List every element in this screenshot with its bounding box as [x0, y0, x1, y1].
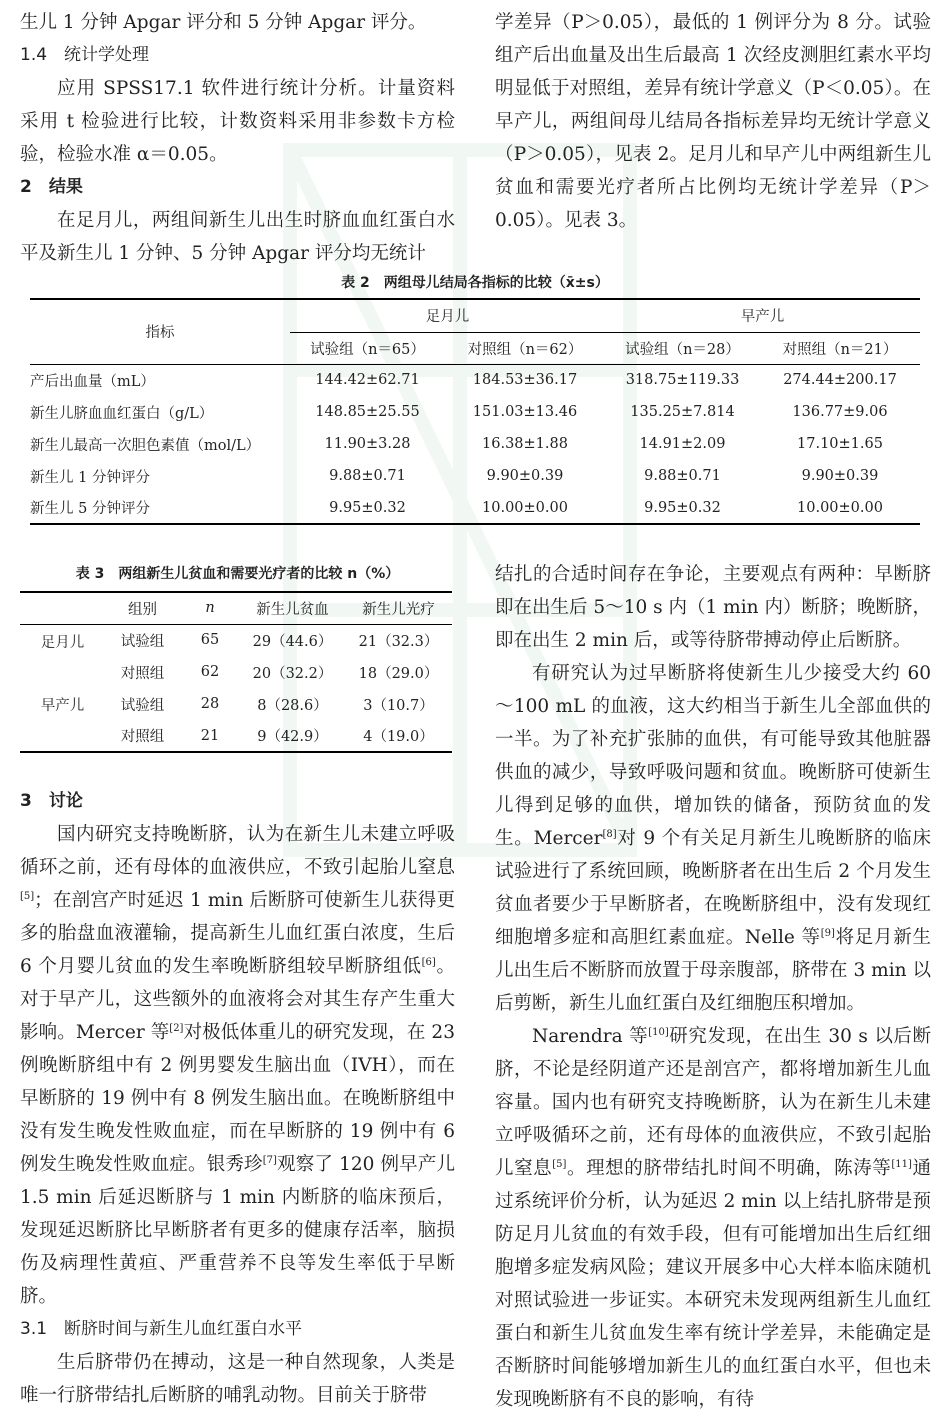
table3-group-label: 足月儿	[40, 634, 85, 651]
table2-cell: 10.00±0.00	[482, 499, 568, 516]
table2-cell: 9.88±0.71	[329, 468, 406, 484]
table2	[30, 298, 920, 525]
left-column-bottom	[20, 785, 455, 1412]
table2-cell: 144.42±62.71	[315, 372, 420, 389]
heading-3-1: 3.1 断脐时间与新生儿血红蛋白水平	[20, 1319, 303, 1339]
table3-cell: 9（42.9）	[257, 729, 328, 745]
table2-cell: 11.90±3.28	[324, 436, 411, 452]
table2-row	[30, 492, 920, 524]
table2-cell: 184.53±36.17	[472, 372, 578, 389]
table2-subheader: 对照组（n＝62）	[467, 341, 583, 358]
left-column-top	[20, 6, 455, 270]
paragraph-discussion: 国内研究支持晚断脐，认为在新生儿未建立呼吸循环之前，还有母体的血液供应，不致引起胎儿窒息[5]；在剖宫产时延迟 1 min 后断脐可使新生儿获得更多的胎盘血液灌输，提高新生儿血红蛋白浓度，生后 6 个月婴儿贫血的发生率晚断脐组较早断脐组低[6]。对于早产儿，这些额外的血液将会对其生存产生重大影响。Mercer 等[2]对极低体重儿的研究发现，在 23 例晚断脐组中有 2 例男婴发生脑出血（IVH），而在早断脐的 19 例中有 8 例发生脑出血。在晚断脐组中没有发生晚发性败血症，而在早断脐的 19 例中有 6 例发生晚发性败血症。银秀珍[7]观察了 120 例早产儿 1.5 min 后延迟断脐与 1 min 内断脐的临床预后，发现延迟断脐比早断脐者有更多的健康存活率，脑损伤及病理性黄疸、严重营养不良等发生率低于早断脐。	[20, 824, 455, 1307]
table2-cell: 9.88±0.71	[644, 468, 721, 484]
table2-cell: 9.90±0.39	[486, 468, 564, 484]
table3-cell: 28	[200, 696, 220, 712]
paragraph-apgar-tail: 生儿 1 分钟 Apgar 评分和 5 分钟 Apgar 评分。	[20, 12, 427, 33]
table2-row-label: 新生儿 1 分钟评分	[30, 469, 150, 486]
table3-cell: 21	[200, 727, 220, 744]
table2-cell: 14.91±2.09	[639, 436, 726, 452]
table3-header: 新生儿贫血	[256, 601, 329, 618]
heading-2: 2 结果	[20, 177, 83, 197]
table2-row-label: 产后出血量（mL）	[30, 373, 155, 390]
table2-row	[30, 364, 920, 396]
table3-cell: 21（32.3）	[358, 633, 439, 650]
table2-cell: 17.10±1.65	[797, 436, 883, 452]
paragraph-results-cont: 学差异（P＞0.05），最低的 1 例评分为 8 分。试验组产后出血量及出生后最高 1 次经皮测胆红素水平均明显低于对照组，差异有统计学意义（P＜0.05）。在早产儿，两组间母儿结局各指标差异均无统计学意义（P＞0.05），见表 2。足月儿和早产儿中两组新生儿贫血和需要光疗者所占比例均无统计学差异（P＞0.05）。见表 3。	[495, 12, 931, 231]
table2-cell: 151.03±13.46	[472, 404, 578, 420]
table3-row	[20, 624, 452, 656]
table3-cell: 65	[200, 632, 220, 649]
paragraph-results-start: 在足月儿，两组间新生儿出生时脐血血红蛋白水平及新生儿 1 分钟、5 分钟 Apgar 评分均无统计	[20, 210, 455, 264]
citation: [8]	[602, 829, 617, 840]
table3-header: 组别	[128, 601, 157, 618]
table3-cell: 62	[200, 664, 220, 680]
table2-cell: 10.00±0.00	[797, 499, 883, 516]
heading-3: 3 讨论	[20, 791, 83, 811]
paragraph-clamp-timing: 结扎的合适时间存在争论，主要观点有两种：早断脐即在出生后 5～10 s 内（1 min 内）断脐；晚断脐，即在出生 2 min 后，或等待脐带搏动停止后断脐。	[495, 564, 931, 651]
table3-cell: 29（44.6）	[252, 633, 333, 650]
paragraph-cord-pulse: 生后脐带仍在搏动，这是一种自然现象，人类是唯一行脐带结扎后断脐的哺乳动物。目前关于脐带	[20, 1352, 455, 1406]
table3-cell: 4（19.0）	[363, 729, 434, 745]
table2-row-label: 新生儿最高一次胆色素值（mol/L）	[30, 437, 261, 454]
citation: [11]	[891, 1159, 912, 1170]
table3-row	[20, 688, 452, 720]
table3-cell: 对照组	[120, 729, 165, 745]
citation: [9]	[820, 928, 835, 939]
table2-subheader: 试验组（n＝65）	[310, 341, 425, 358]
table2-row-label: 新生儿脐血血红蛋白（g/L）	[30, 405, 214, 422]
table3-header	[20, 592, 105, 624]
table3-cell: 对照组	[120, 665, 165, 682]
heading-1-4: 1.4 统计学处理	[20, 45, 150, 65]
paragraph-early-clamp: 有研究认为过早断脐将使新生儿少接受大约 60～100 mL 的血液，这大约相当于新生儿全部血供的一半。为了补充扩张肺的血供，有可能导致其他脏器供血的减少，导致呼吸问题和贫血。晚断脐可使新生儿得到足够的血供，增加铁的储备，预防贫血的发生。Mercer[8]对 9 个有关足月新生儿晚断脐的临床试验进行了系统回顾，晚断脐者在出生后 2 个月发生贫血者要少于早断脐者，在晚断脐组中，没有发现红细胞增多症和高胆红素血症。Nelle 等[9]将足月新生儿出生后不断脐而放置于母亲腹部，脐带在 3 min 以后剪断，新生儿血红蛋白及红细胞压积增加。	[495, 663, 931, 1014]
table2-row	[30, 460, 920, 492]
citation: [5]	[20, 891, 35, 902]
table3-group-label: 早产儿	[40, 698, 85, 714]
table2-cell: 16.38±1.88	[482, 436, 568, 452]
citation: [7]	[262, 1155, 277, 1166]
table2-cell: 9.95±0.32	[644, 499, 721, 516]
table2-header-fullterm: 足月儿	[290, 299, 605, 332]
right-column-top	[495, 6, 931, 237]
table3-header: 新生儿光疗	[362, 601, 435, 618]
citation: [6]	[421, 957, 436, 968]
table2-cell: 274.44±200.17	[783, 372, 897, 389]
table3-cell: 20（32.2）	[252, 665, 333, 682]
table2-header-indicator: 指标	[30, 299, 290, 364]
table3-caption: 表 3 两组新生儿贫血和需要光疗者的比较 n（%）	[75, 566, 400, 582]
citation: [5]	[552, 1159, 567, 1170]
table2-subheader: 对照组（n＝21）	[782, 341, 898, 358]
table2-cell: 9.90±0.39	[801, 468, 879, 484]
table2-cell: 318.75±119.33	[625, 372, 740, 389]
table2-cell: 9.95±0.32	[329, 499, 406, 516]
table3-header: n	[205, 600, 215, 617]
paragraph-statistics: 应用 SPSS17.1 软件进行统计分析。计量资料采用 t 检验进行比较，计数资料采用非参数卡方检验，检验水准 α＝0.05。	[20, 78, 455, 165]
table3	[20, 591, 452, 753]
table2-header-preterm: 早产儿	[605, 299, 920, 332]
paragraph-narendra: Narendra 等[10]研究发现，在出生 30 s 以后断脐，不论是经阴道产还是剖宫产，都将增加新生儿血容量。国内也有研究支持晚断脐，认为在新生儿未建立呼吸循环之前，还有母体的血液供应，不致引起胎儿窒息[5]。理想的脐带结扎时间不明确，陈涛等[11]通过系统评价分析，认为延迟 2 min 以上结扎脐带是预防足月儿贫血的有效手段，但有可能增加出生后红细胞增多症发病风险；建议开展多中心大样本临床随机对照试验进一步证实。本研究未发现两组新生儿血红蛋白和新生儿贫血发生率有统计学差异，未能确定是否断脐时间能够增加新生儿的血红蛋白水平，但也未发现晚断脐有不良的影响，有待	[495, 1026, 931, 1410]
table2-row	[30, 396, 920, 428]
table2-cell: 135.25±7.814	[630, 404, 735, 420]
table2-cell: 136.77±9.06	[792, 404, 888, 420]
table2-subheader: 试验组（n＝28）	[625, 341, 740, 358]
table3-cell: 18（29.0）	[358, 665, 439, 682]
table3-cell: 试验组	[120, 697, 165, 714]
table3-cell: 8（28.6）	[257, 697, 328, 714]
citation: [2]	[169, 1023, 184, 1034]
table2-row-label: 新生儿 5 分钟评分	[30, 501, 150, 517]
right-column-bottom	[495, 558, 931, 1416]
table2-caption: 表 2 两组母儿结局各指标的比较（x̄±s）	[341, 275, 609, 291]
table2-cell: 148.85±25.55	[315, 404, 420, 420]
table3-cell: 3（10.7）	[363, 697, 434, 714]
table2-row	[30, 428, 920, 460]
table3-cell: 试验组	[120, 633, 165, 650]
citation: [10]	[648, 1027, 669, 1038]
